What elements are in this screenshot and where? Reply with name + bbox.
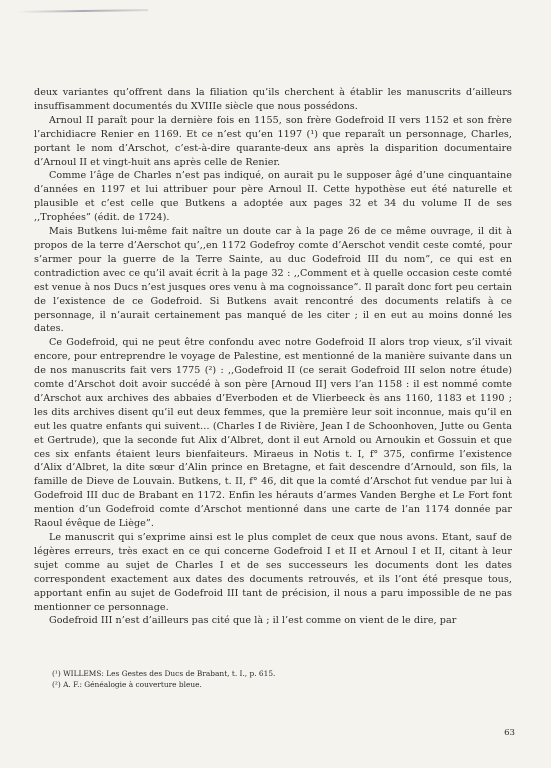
footnotes — [52, 668, 502, 690]
scan-artifact-mark — [18, 9, 148, 13]
footnote: (²) A. F.: Généalogie à couverture bleue. — [52, 680, 202, 689]
body-text — [34, 86, 512, 628]
paragraph: deux variantes qu’offrent dans la filiation qu’ils cherchent à établir les manuscrits d’ailleurs insuffisamment documentés du XVIIIe siècle que nous possédons. — [34, 87, 512, 112]
footnote: (¹) WILLEMS: Les Gestes des Ducs de Brabant, t. I., p. 615. — [52, 669, 276, 678]
paragraph: Le manuscrit qui s’exprime ainsi est le plus complet de ceux que nous avons. Etant, sauf de légères erreurs, très exact en ce qui concerne Godefroid I et II et Arnoul I et II, citant à leur sujet comme au sujet de Charles I et de ses successeurs les documents dont les dates correspondent exactement aux dates des documents retrouvés, et ils l’ont été presque tous, apportant enfin au sujet de Godefroid III tant de précision, il nous a paru impossible de ne pas mentionner ce personnage. — [34, 532, 512, 613]
paragraph: Godefroid III n’est d’ailleurs pas cité que là ; il l’est comme on vient de le dire, par — [49, 615, 457, 627]
paragraph: Mais Butkens lui-même fait naître un doute car à la page 26 de ce même ouvrage, il dit à propos de la terre d’Aerschot qu’,,en 1172 Godefroy comte d’Aerschot vendit ceste comté, pour s’armer pour la guerre de la Terre Sainte, au duc Godefroid III du nom”, ce qui est en contradiction avec ce qu’il avait écrit à la page 32 : ,,Comment et à quelle occasion ceste comté est venue à nos Ducs n’est jusques ores venu à ma cognoissance”. Il paraît donc fort peu certain de l’existence de ce Godefroid. Si Butkens avait rencontré des documents relatifs à ce personnage, il n’aurait certainement pas manqué de les citer ; il en eut au moins donné les dates. — [34, 226, 512, 335]
paragraph: Ce Godefroid, qui ne peut être confondu avec notre Godefroid II alors trop vieux, s’il vivait encore, pour entreprendre le voyage de Palestine, est mentionné de la manière suivante dans un de nos manuscrits fait vers 1775 (²) : ,,Godefroid II (ce serait Godefroid III selon notre étude) comte d’Arschot doit avoir succédé à son père [Arnoud II] vers l’an 1158 : il est nommé comte d’Arschot aux archives des abbaies d’Everboden et de Vlierbeeck ès ans 1160, 1183 et 1190 ; les dits archives disent qu’il eut deux femmes, que la première leur soit inconnue, mais qu’il en eut les quatre enfants qui suivent… (Charles I de Rivière, Jean I de Schoonhoven, Jutte ou Genta et Gertrude), que la seconde fut Alix d’Albret, dont il eut Arnold ou Arnoukin et Gossuin et que ces six enfants étaient leurs bienfaiteurs. Miraeus in Notis t. I, f° 375, confirme l’existence d’Alix d’Albret, la dite sœur d’Alin prince en Bretagne, et fait descendre d’Arnould, son fils, la famille de Dieve de Louvain. Butkens, t. II, f° 46, dit que la comté d’Arschot fut vendue par lui à Godefroid III duc de Brabant en 1172. Enfin les hérauts d’armes Vanden Berghe et Le Fort font mention d’un Godefroid comte d’Arschot mentionné dans une carte de l’an 1174 donnée par Raoul évêque de Liège”. — [34, 337, 512, 530]
page-number: 63 — [504, 728, 515, 738]
paragraph: Arnoul II paraît pour la dernière fois en 1155, son frère Godefroid II vers 1152 et son frère l’archidiacre Renier en 1169. Et ce n’est qu’en 1197 (¹) que reparaît un personnage, Charles, portant le nom d’Arschot, c’est-à-dire quarante-deux ans après la disparition documentaire d’Arnoul II et vingt-huit ans après celle de Renier. — [34, 114, 512, 168]
paragraph: Comme l’âge de Charles n’est pas indiqué, on aurait pu le supposer âgé d’une cinquantaine d’années en 1197 et lui attribuer pour père Arnoul II. Cette hypothèse eut été naturelle et plausible et c’est celle que Butkens a adoptée aux pages 32 et 34 du volume II de ses ,,Trophées” (édit. de 1724). — [34, 170, 512, 224]
